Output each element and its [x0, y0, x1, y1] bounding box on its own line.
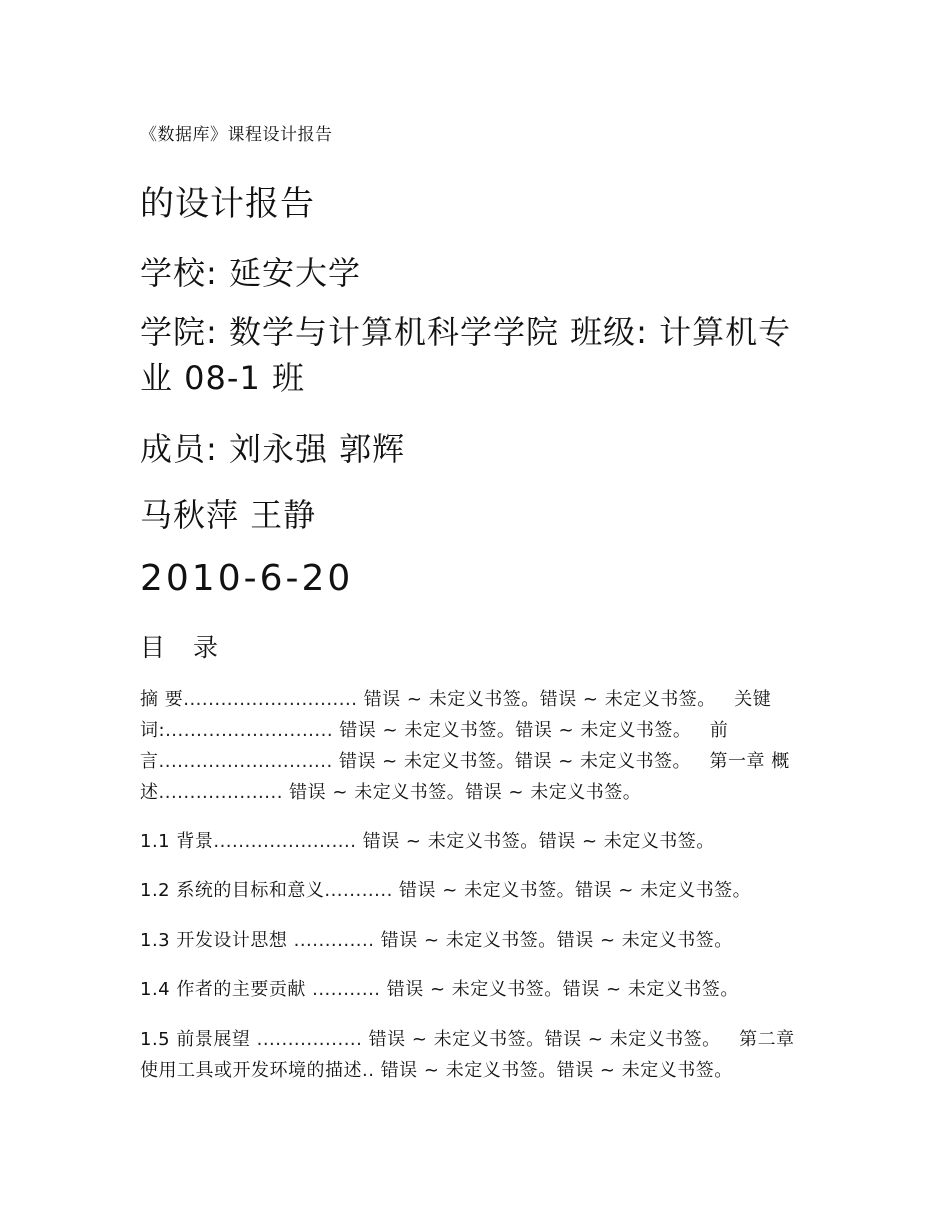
- toc-entry-abstract[interactable]: [140, 689, 716, 710]
- toc-entry-1-1[interactable]: [140, 826, 810, 857]
- toc-error-text: 错误 ~ 未定义书签。错误 ~ 未定义书签。: [399, 880, 752, 901]
- toc-error-text: 错误 ~ 未定义书签。错误 ~ 未定义书签。: [380, 930, 733, 951]
- toc-error-text: 错误 ~ 未定义书签。错误 ~ 未定义书签。: [363, 689, 716, 710]
- toc-entry-1-3[interactable]: [140, 925, 810, 956]
- toc-label: 1.5 前景展望: [140, 1029, 251, 1050]
- toc-label: 关键词:: [140, 689, 772, 741]
- toc-leader-dots: ............................: [158, 751, 333, 772]
- toc-leader-dots: ..: [362, 1060, 375, 1081]
- toc-entry-1-4[interactable]: [140, 974, 810, 1005]
- toc-error-text: 错误 ~ 未定义书签。错误 ~ 未定义书签。: [289, 782, 642, 803]
- report-date: 2010-6-20: [140, 558, 354, 599]
- toc-paragraph-1-5-and-chapter-2: [140, 1024, 810, 1086]
- toc-error-text: 错误 ~ 未定义书签。错误 ~ 未定义书签。: [339, 720, 692, 741]
- toc-label: 前言: [140, 720, 729, 772]
- toc-error-text: 错误 ~ 未定义书签。错误 ~ 未定义书签。: [362, 831, 715, 852]
- school-line: 学校: 延安大学: [140, 254, 361, 292]
- toc-leader-dots: .......................: [213, 831, 357, 852]
- course-title: 《数据库》课程设计报告: [140, 125, 333, 145]
- college-class-line: 学院: 数学与计算机科学学院 班级: 计算机专业 08-1 班: [140, 313, 792, 397]
- toc-label: 第一章 概 述: [140, 751, 790, 803]
- toc-label: 1.4 作者的主要贡献: [140, 979, 306, 1000]
- toc-label: 1.1 背景: [140, 831, 214, 852]
- members-line-1: 成员: 刘永强 郭辉: [140, 430, 406, 468]
- toc-entry-1-5[interactable]: [140, 1029, 721, 1050]
- toc-error-text: 错误 ~ 未定义书签。错误 ~ 未定义书签。: [386, 979, 739, 1000]
- members-line-2: 马秋萍 王静: [140, 496, 317, 534]
- toc-leader-dots: ............................: [183, 689, 358, 710]
- toc-leader-dots: ...........: [324, 880, 393, 901]
- toc-heading: 目 录: [140, 633, 228, 662]
- toc-paragraph-front-matter: [140, 684, 810, 808]
- report-title: 的设计报告: [140, 184, 315, 224]
- toc-label: 1.3 开发设计思想: [140, 930, 288, 951]
- toc-leader-dots: ...........: [312, 979, 381, 1000]
- toc-leader-dots: .............: [293, 930, 375, 951]
- toc-leader-dots: ...........................: [165, 720, 334, 741]
- toc-entry-1-2[interactable]: [140, 875, 810, 906]
- toc-label: 第二章 使用工具或开发环境的描述: [140, 1029, 795, 1081]
- toc-error-text: 错误 ~ 未定义书签。错误 ~ 未定义书签。: [368, 1029, 721, 1050]
- toc-error-text: 错误 ~ 未定义书签。错误 ~ 未定义书签。: [380, 1060, 733, 1081]
- toc-label: 1.2 系统的目标和意义: [140, 880, 325, 901]
- toc-leader-dots: .................: [256, 1029, 363, 1050]
- toc-error-text: 错误 ~ 未定义书签。错误 ~ 未定义书签。: [338, 751, 692, 772]
- toc-label: 摘 要: [140, 689, 184, 710]
- toc-leader-dots: ....................: [158, 782, 283, 803]
